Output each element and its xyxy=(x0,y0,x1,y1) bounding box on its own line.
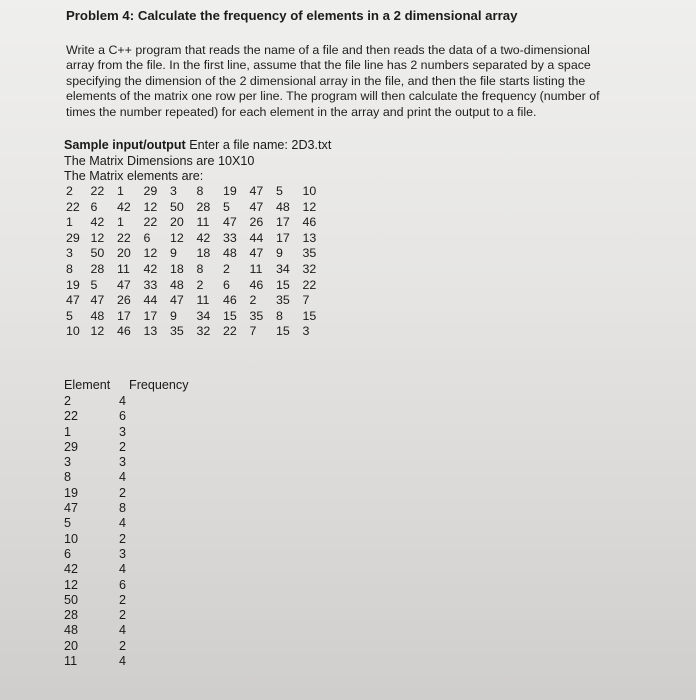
matrix-cell: 22 xyxy=(117,230,131,245)
frequency-row xyxy=(64,501,189,516)
matrix-cell: 46 xyxy=(223,293,237,308)
frequency-element: 47 xyxy=(64,501,79,516)
matrix-cell: 15 xyxy=(276,277,290,292)
matrix-cell: 33 xyxy=(143,277,158,292)
matrix-row xyxy=(64,200,329,216)
frequency-element: 8 xyxy=(64,470,72,485)
matrix-cell: 26 xyxy=(249,215,264,230)
matrix-cell: 12 xyxy=(170,230,184,245)
matrix-cell: 6 xyxy=(223,277,230,292)
matrix-cell: 46 xyxy=(302,215,317,230)
matrix-cell: 42 xyxy=(117,199,131,214)
matrix-cell: 6 xyxy=(143,230,151,245)
description-line: elements of the matrix one row per line. The program will then calculate the frequency (number of xyxy=(66,89,600,104)
matrix-cell: 5 xyxy=(223,199,230,214)
frequency-element: 10 xyxy=(64,531,79,546)
matrix-row xyxy=(64,215,329,231)
frequency-count: 4 xyxy=(119,562,127,577)
matrix-cell: 35 xyxy=(302,246,317,261)
matrix-cell: 47 xyxy=(170,293,184,308)
matrix-cell: 10 xyxy=(302,184,317,198)
frequency-row xyxy=(64,562,189,577)
matrix-row xyxy=(64,231,329,247)
frequency-element: 22 xyxy=(64,409,79,424)
matrix-cell: 35 xyxy=(249,308,264,323)
frequency-count: 2 xyxy=(119,592,127,607)
frequency-count: 4 xyxy=(119,654,127,669)
matrix-cell: 48 xyxy=(276,199,290,214)
matrix-cell: 12 xyxy=(143,246,158,261)
frequency-count: 2 xyxy=(119,638,127,653)
frequency-row xyxy=(64,440,189,455)
matrix-cell: 22 xyxy=(302,277,317,292)
matrix-cell: 13 xyxy=(143,324,158,339)
matrix-cell: 28 xyxy=(196,199,211,214)
matrix-elements-line: The Matrix elements are: xyxy=(64,169,204,183)
matrix-cell: 44 xyxy=(249,230,264,245)
matrix-cell: 1 xyxy=(117,215,124,230)
matrix-cell: 26 xyxy=(117,293,131,308)
matrix-cell: 32 xyxy=(196,324,211,339)
frequency-column-header: Frequency xyxy=(129,378,189,392)
frequency-row xyxy=(64,470,189,485)
matrix-cell: 33 xyxy=(223,230,237,245)
frequency-element: 3 xyxy=(64,455,72,470)
matrix-cell: 32 xyxy=(302,261,317,276)
sample-label: Sample input/output xyxy=(64,138,186,152)
matrix-cell: 5 xyxy=(90,277,98,292)
matrix-cell: 9 xyxy=(170,246,177,261)
matrix-cell: 44 xyxy=(143,293,158,308)
frequency-count: 3 xyxy=(119,455,127,470)
frequency-count: 6 xyxy=(119,577,127,592)
matrix-cell: 47 xyxy=(90,293,105,308)
frequency-header xyxy=(64,378,189,394)
sample-prompt: Enter a file name: 2D3.txt xyxy=(185,138,332,152)
matrix-cell: 13 xyxy=(302,230,317,245)
matrix-cell: 2 xyxy=(196,277,204,292)
frequency-row xyxy=(64,593,189,608)
matrix-dimensions-line: The Matrix Dimensions are 10X10 xyxy=(64,153,255,168)
frequency-row xyxy=(64,409,189,424)
matrix-cell: 46 xyxy=(249,277,264,292)
frequency-element: 29 xyxy=(64,439,79,454)
matrix-cell: 2 xyxy=(223,261,230,276)
matrix-cell: 50 xyxy=(170,199,184,214)
matrix-row xyxy=(64,293,329,309)
matrix-cell: 42 xyxy=(196,230,211,245)
matrix-cell: 22 xyxy=(66,199,80,214)
matrix-cell: 35 xyxy=(276,293,290,308)
matrix-cell: 9 xyxy=(170,308,177,323)
matrix-cell: 5 xyxy=(276,184,283,198)
frequency-count: 3 xyxy=(119,424,127,439)
matrix-cell: 1 xyxy=(117,184,124,198)
frequency-element: 12 xyxy=(64,577,79,592)
matrix-cell: 1 xyxy=(66,215,73,230)
matrix-cell: 12 xyxy=(302,199,317,214)
matrix-cell: 47 xyxy=(249,246,264,261)
frequency-rows xyxy=(64,394,189,669)
frequency-element: 19 xyxy=(64,485,79,500)
matrix-cell: 20 xyxy=(117,246,131,261)
description-line: specifying the dimension of the 2 dimensional array in the file, and then the file starts listing the xyxy=(66,73,586,88)
frequency-row xyxy=(64,455,189,470)
frequency-count: 3 xyxy=(119,546,127,561)
description-line: array from the file. In the first line, assume that the file line has 2 numbers separated by a space xyxy=(66,58,591,73)
frequency-count: 2 xyxy=(119,608,127,623)
matrix-cell: 8 xyxy=(66,261,73,276)
matrix-cell: 20 xyxy=(170,215,184,230)
frequency-row xyxy=(64,394,189,409)
matrix-cell: 8 xyxy=(196,261,204,276)
matrix-cell: 2 xyxy=(66,184,73,198)
matrix-cell: 9 xyxy=(276,246,283,261)
matrix-row xyxy=(64,278,329,294)
matrix-cell: 42 xyxy=(143,261,158,276)
frequency-element: 1 xyxy=(64,424,72,439)
matrix-cell: 6 xyxy=(90,199,98,214)
matrix-cell: 48 xyxy=(170,277,184,292)
matrix-cell: 50 xyxy=(90,246,105,261)
matrix-row xyxy=(64,324,329,340)
frequency-count: 2 xyxy=(119,485,127,500)
matrix-cell: 34 xyxy=(276,261,290,276)
frequency-row xyxy=(64,608,189,623)
matrix-cell: 17 xyxy=(276,230,290,245)
matrix-row xyxy=(64,309,329,325)
matrix-cell: 18 xyxy=(170,261,184,276)
matrix-cell: 12 xyxy=(143,199,158,214)
matrix-cell: 17 xyxy=(143,308,158,323)
matrix-cell: 12 xyxy=(90,230,105,245)
matrix-cell: 8 xyxy=(276,308,283,323)
matrix-cell: 15 xyxy=(276,324,290,339)
matrix-cell: 19 xyxy=(223,184,237,198)
matrix-cell: 22 xyxy=(223,324,237,339)
frequency-element: 42 xyxy=(64,562,79,577)
frequency-count: 4 xyxy=(119,470,127,485)
frequency-count: 4 xyxy=(119,394,127,408)
matrix-cell: 2 xyxy=(249,293,257,308)
matrix-cell: 48 xyxy=(90,308,105,323)
frequency-element: 28 xyxy=(64,608,79,623)
matrix-cell: 8 xyxy=(196,184,204,198)
matrix-cell: 46 xyxy=(117,324,131,339)
sample-io xyxy=(64,138,331,185)
matrix-cell: 17 xyxy=(276,215,290,230)
matrix-cell: 35 xyxy=(170,324,184,339)
matrix-cell: 48 xyxy=(223,246,237,261)
frequency-element: 6 xyxy=(64,546,72,561)
matrix-cell: 47 xyxy=(223,215,237,230)
matrix-cell: 42 xyxy=(90,215,105,230)
matrix-cell: 22 xyxy=(90,184,105,198)
frequency-table xyxy=(64,378,189,669)
problem-description xyxy=(66,43,666,120)
frequency-count: 6 xyxy=(119,409,127,424)
matrix-cell: 11 xyxy=(196,215,210,230)
matrix-grid xyxy=(64,184,329,340)
problem-title: Problem 4: Calculate the frequency of elements in a 2 dimensional array xyxy=(66,8,518,23)
frequency-element: 2 xyxy=(64,394,72,408)
matrix-cell: 22 xyxy=(143,215,158,230)
frequency-row xyxy=(64,639,189,654)
frequency-count: 4 xyxy=(119,623,127,638)
matrix-row xyxy=(64,184,329,200)
matrix-cell: 47 xyxy=(66,293,80,308)
matrix-cell: 19 xyxy=(66,277,80,292)
matrix-cell: 7 xyxy=(302,293,310,308)
matrix-cell: 3 xyxy=(302,324,310,339)
matrix-cell: 29 xyxy=(143,184,158,198)
frequency-element: 48 xyxy=(64,623,79,638)
frequency-row xyxy=(64,516,189,531)
matrix-row xyxy=(64,246,329,262)
matrix-cell: 18 xyxy=(196,246,211,261)
matrix-cell: 3 xyxy=(66,246,73,261)
frequency-element: 20 xyxy=(64,638,79,653)
frequency-element: 11 xyxy=(64,654,78,669)
matrix-cell: 29 xyxy=(66,230,80,245)
frequency-count: 4 xyxy=(119,516,127,531)
frequency-row xyxy=(64,623,189,638)
matrix-cell: 15 xyxy=(302,308,317,323)
matrix-cell: 34 xyxy=(196,308,211,323)
matrix-cell: 11 xyxy=(196,293,210,308)
matrix-cell: 17 xyxy=(117,308,131,323)
matrix-cell: 28 xyxy=(90,261,105,276)
frequency-count: 2 xyxy=(119,531,127,546)
frequency-row xyxy=(64,486,189,501)
frequency-element: 5 xyxy=(64,516,72,531)
matrix-row xyxy=(64,262,329,278)
matrix-cell: 47 xyxy=(117,277,131,292)
matrix-cell: 47 xyxy=(249,199,264,214)
frequency-count: 8 xyxy=(119,501,127,516)
matrix-cell: 10 xyxy=(66,324,80,339)
frequency-row xyxy=(64,532,189,547)
matrix-cell: 11 xyxy=(117,261,130,276)
matrix-cell: 15 xyxy=(223,308,237,323)
frequency-row xyxy=(64,578,189,593)
matrix-cell: 12 xyxy=(90,324,105,339)
element-column-header: Element xyxy=(64,378,111,392)
matrix-cell: 3 xyxy=(170,184,177,198)
matrix-cell: 11 xyxy=(249,261,263,276)
frequency-row xyxy=(64,425,189,440)
frequency-element: 50 xyxy=(64,592,79,607)
frequency-row xyxy=(64,654,189,669)
matrix-cell: 7 xyxy=(249,324,257,339)
frequency-count: 2 xyxy=(119,439,127,454)
frequency-row xyxy=(64,547,189,562)
matrix-cell: 5 xyxy=(66,308,73,323)
description-line: Write a C++ program that reads the name of a file and then reads the data of a two-dimensional xyxy=(66,43,590,57)
sample-first-line xyxy=(64,138,331,154)
description-line: times the number repeated) for each element in the array and print the output to a file. xyxy=(66,104,537,119)
matrix-cell: 47 xyxy=(249,184,264,198)
